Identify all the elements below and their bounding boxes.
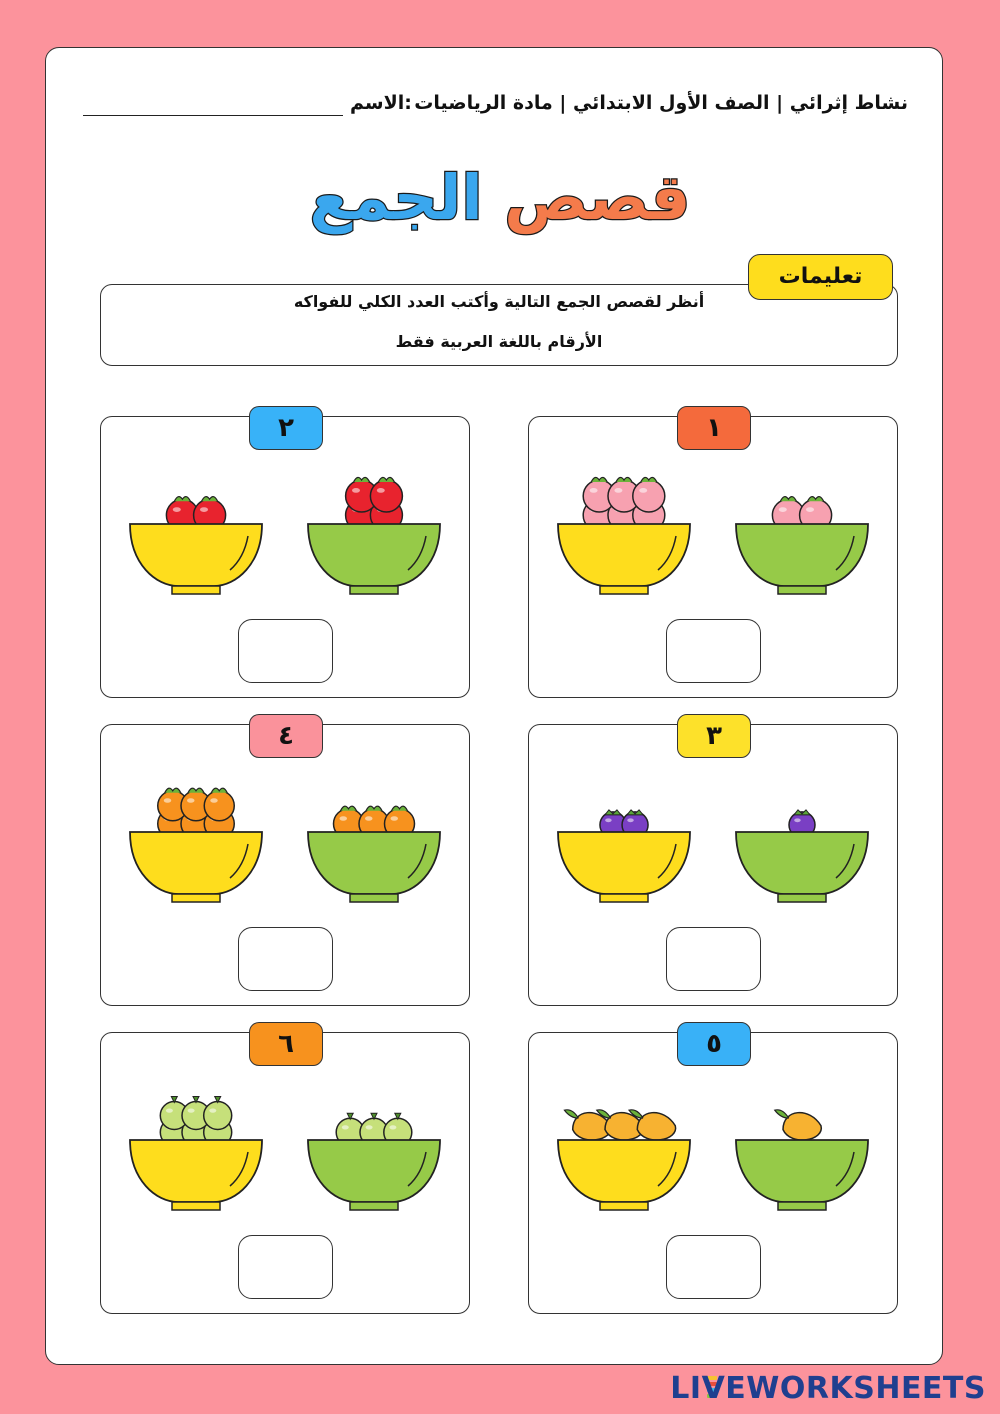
title-part2: الجمع [309,161,483,234]
green-bowl [308,477,440,594]
answer-box[interactable] [666,1235,761,1299]
name-field-line[interactable] [83,115,343,116]
fruit-scene [101,1063,471,1233]
name-label: الاسم: [350,92,412,114]
problem-number-badge: ٤ [249,714,323,758]
answer-box[interactable] [666,927,761,991]
answer-box[interactable] [238,1235,333,1299]
problem-card [100,1029,470,1314]
fruit-scene [529,1063,899,1233]
yellow-bowl [130,1097,262,1211]
problem-card [528,413,898,698]
problem-card [528,1029,898,1314]
green-bowl [308,1113,440,1210]
problem-card [528,721,898,1006]
instruction-line-2: الأرقام باللغة العربية فقط [395,332,603,351]
fruit-scene [101,447,471,617]
yellow-bowl [558,477,690,594]
problem-number-badge: ٦ [249,1022,323,1066]
yellow-bowl [558,810,690,902]
apple-fruit [370,477,402,512]
problem-card [100,721,470,1006]
subject-line: نشاط إثرائي | الصف الأول الابتدائي | مادة الرياضيات [414,92,908,114]
title-part1: قصص [504,161,691,234]
answer-box[interactable] [238,619,333,683]
green-bowl [736,1110,868,1210]
guava-fruit [204,1097,232,1130]
orange-fruit [204,788,234,821]
yellow-bowl [130,497,262,594]
problem-number-badge: ١ [677,406,751,450]
peach-fruit [633,477,665,512]
page-title [0,150,1000,246]
liveworksheets-brand: LIVEWORKSHEETS [670,1371,986,1406]
problem-number-badge: ٣ [677,714,751,758]
answer-box[interactable] [238,927,333,991]
problem-number-badge: ٢ [249,406,323,450]
fruit-scene [101,755,471,925]
yellow-bowl [558,1110,690,1210]
instruction-line-1: أنظر لقصص الجمع التالية وأكتب العدد الكلي للفواكه [293,292,705,311]
green-bowl [736,810,868,902]
mango-fruit [775,1110,822,1140]
fruit-scene [529,447,899,617]
yellow-bowl [130,788,262,902]
problem-number-badge: ٥ [677,1022,751,1066]
answer-box[interactable] [666,619,761,683]
fruit-scene [529,755,899,925]
problem-card [100,413,470,698]
green-bowl [736,497,868,594]
green-bowl [308,806,440,902]
instructions-tag: تعليمات [748,254,893,300]
